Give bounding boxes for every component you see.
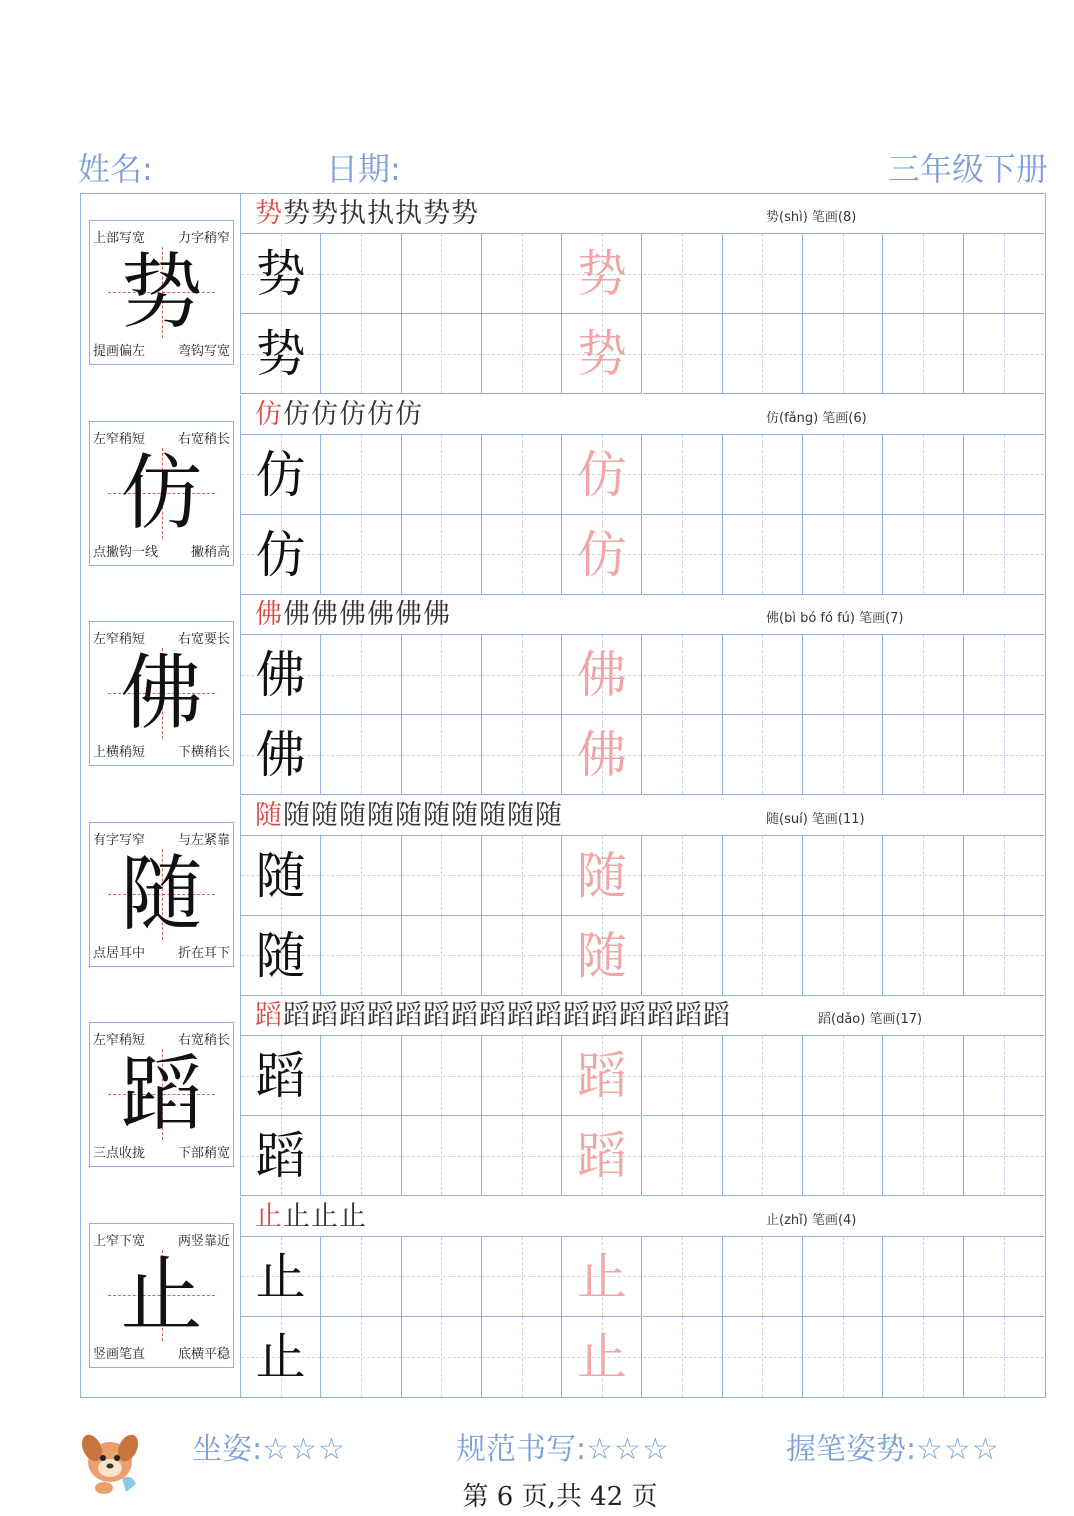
stroke-step: 蹈 [703,1000,731,1031]
sitting-posture-label: 坐姿: [192,1432,263,1467]
stroke-step: 仿 [283,398,311,430]
model-character: 蹈 [255,1047,306,1105]
practice-cell[interactable] [482,635,562,715]
pen-grip-stars: ☆☆☆ [916,1432,1000,1467]
stroke-step: 佛 [255,599,283,630]
stroke-step: 仿 [255,398,283,430]
practice-cell[interactable] [241,515,321,595]
practice-cell[interactable] [402,515,482,595]
page-number: 第 6 页,共 42 页 [462,1482,658,1512]
sitting-posture-rating [192,1424,346,1468]
practice-cell[interactable] [964,314,1044,394]
stroke-order [255,597,451,633]
practice-cell[interactable] [964,515,1044,595]
practice-cell[interactable] [482,515,562,595]
practice-cell[interactable] [562,715,642,795]
practice-grid [241,635,1044,795]
writing-tip: 点撇钩一线 [93,544,159,560]
practice-cell[interactable] [643,836,723,916]
practice-cell[interactable] [321,916,401,996]
practice-cell[interactable] [643,515,723,595]
practice-cell[interactable] [482,314,562,394]
practice-grid [241,234,1044,394]
stroke-order [255,196,479,232]
practice-cell[interactable] [482,1317,562,1397]
guide-character: 随 [120,846,203,942]
stroke-step: 随 [283,799,311,831]
practice-cell[interactable] [321,1116,401,1196]
practice-cell[interactable] [883,314,963,394]
stroke-step: 蹈 [591,1000,619,1031]
practice-cell[interactable] [241,435,321,515]
practice-cell[interactable] [241,1317,321,1397]
character-info: 仿(fǎng) 笔画(6) [766,410,867,426]
writing-tip: 折在耳下 [177,945,230,961]
practice-cell[interactable] [723,314,803,394]
practice-cell[interactable] [562,1317,642,1397]
stroke-step: 蹈 [675,1000,703,1031]
stroke-step: 随 [535,799,563,831]
guide-box [89,1223,234,1368]
model-character: 止 [255,1247,306,1306]
stroke-step: 随 [395,799,423,831]
trace-character: 随 [576,926,627,985]
practice-cell[interactable] [883,635,963,715]
model-character: 仿 [255,525,306,584]
practice-cell[interactable] [723,1116,803,1196]
trace-character: 止 [576,1327,627,1386]
practice-cell[interactable] [321,314,401,394]
model-character: 随 [255,846,306,905]
stroke-step: 仿 [367,398,395,430]
standard-writing-rating [456,1424,670,1468]
writing-tip: 弯钩写宽 [177,344,230,359]
stroke-step: 佛 [283,599,311,630]
trace-character: 蹈 [576,1047,627,1105]
practice-cell[interactable] [482,435,562,515]
character-info: 佛(bì bó fó fú) 笔画(7) [766,611,904,626]
practice-cell[interactable] [241,916,321,996]
practice-cell[interactable] [964,1036,1044,1116]
standard-writing-stars: ☆☆☆ [586,1432,670,1467]
practice-cell[interactable] [402,836,482,916]
practice-sheet [80,193,1046,1398]
practice-cell[interactable] [723,234,803,314]
practice-cell[interactable] [803,1317,883,1397]
stroke-step: 蹈 [647,1000,675,1031]
practice-cell[interactable] [402,435,482,515]
practice-cell[interactable] [803,234,883,314]
model-character: 佛 [255,726,306,784]
stroke-step: 蹈 [479,1000,507,1031]
writing-tip: 左窄稍短 [93,431,146,447]
writing-tip: 上部写宽 [93,231,146,246]
practice-cell[interactable] [321,635,401,715]
guide-box [89,421,234,566]
writing-tip: 两竖靠近 [177,1233,230,1249]
stroke-order [255,998,731,1034]
writing-tip: 提画偏左 [93,344,146,359]
practice-cell[interactable] [723,635,803,715]
guide-character: 仿 [120,445,203,541]
practice-cell[interactable] [402,916,482,996]
pen-grip-label: 握笔姿势: [786,1432,917,1467]
pen-grip-rating [786,1424,1000,1468]
stroke-step: 仿 [395,398,423,430]
character-guide [81,996,241,1196]
stroke-step: 蹈 [619,1000,647,1031]
practice-cell[interactable] [562,234,642,314]
model-character: 蹈 [255,1127,306,1185]
guide-character: 势 [120,245,203,340]
writing-tip: 左窄稍短 [93,632,146,647]
practice-cell[interactable] [723,836,803,916]
practice-cell[interactable] [723,1317,803,1397]
practice-cell[interactable] [482,715,562,795]
stroke-order [255,397,423,433]
practice-cell[interactable] [643,715,723,795]
practice-cell[interactable] [562,1036,642,1116]
practice-cell[interactable] [643,635,723,715]
standard-writing-label: 规范书写: [456,1432,587,1467]
practice-cell[interactable] [402,314,482,394]
stroke-step: 蹈 [395,1000,423,1031]
writing-tip: 撇稍高 [190,544,230,560]
stroke-step: 随 [423,799,451,831]
stroke-step: 蹈 [507,1000,535,1031]
practice-cell[interactable] [883,1237,963,1317]
practice-cell[interactable] [241,836,321,916]
practice-cell[interactable] [321,234,401,314]
sitting-posture-stars: ☆☆☆ [262,1432,346,1467]
stroke-order-row [241,796,1044,836]
stroke-step: 势 [423,198,451,229]
page-header [78,140,1048,192]
practice-cell[interactable] [482,1116,562,1196]
practice-cell[interactable] [321,836,401,916]
practice-cell[interactable] [562,836,642,916]
stroke-step: 蹈 [423,1000,451,1031]
character-info: 止(zhǐ) 笔画(4) [766,1212,857,1228]
stroke-step: 佛 [339,599,367,630]
practice-cell[interactable] [723,1237,803,1317]
character-block [81,796,1044,996]
writing-tip: 下横稍长 [177,745,230,760]
stroke-step: 随 [451,799,479,831]
stroke-step: 随 [479,799,507,831]
practice-cell[interactable] [883,916,963,996]
practice-cell[interactable] [803,836,883,916]
practice-cell[interactable] [803,1116,883,1196]
practice-cell[interactable] [964,635,1044,715]
date-label: 日期: [326,150,401,188]
writing-tip: 右宽稍长 [177,1033,230,1048]
practice-cell[interactable] [883,515,963,595]
writing-tip: 右宽稍长 [177,431,230,447]
practice-cell[interactable] [402,1317,482,1397]
stroke-step: 蹈 [283,1000,311,1031]
stroke-order-row [241,395,1044,435]
stroke-step: 随 [255,799,283,831]
practice-cell[interactable] [643,1036,723,1116]
trace-character: 势 [576,325,627,383]
practice-cell[interactable] [723,916,803,996]
writing-tip: 力字稍窄 [177,231,230,246]
practice-cell[interactable] [803,435,883,515]
practice-cell[interactable] [803,1036,883,1116]
practice-cell[interactable] [964,435,1044,515]
character-info: 蹈(dǎo) 笔画(17) [818,1012,923,1027]
guide-box [89,220,234,365]
practice-cell[interactable] [562,435,642,515]
stroke-step: 势 [311,198,339,229]
name-label: 姓名: [78,150,153,188]
practice-cell[interactable] [964,836,1044,916]
practice-cell[interactable] [562,1116,642,1196]
writing-tip: 与左紧靠 [177,832,230,848]
practice-cell[interactable] [883,234,963,314]
writing-tip: 有字写窄 [93,832,146,848]
practice-cell[interactable] [643,314,723,394]
practice-cell[interactable] [643,1237,723,1317]
writing-tip: 右宽要长 [177,632,230,647]
practice-cell[interactable] [482,234,562,314]
practice-cell[interactable] [803,715,883,795]
character-guide [81,796,241,996]
practice-cell[interactable] [723,515,803,595]
practice-cell[interactable] [964,1317,1044,1397]
practice-grid [241,435,1044,595]
practice-cell[interactable] [402,1237,482,1317]
trace-character: 仿 [576,525,627,584]
guide-character: 止 [120,1247,203,1343]
stroke-step: 仿 [311,398,339,430]
practice-cell[interactable] [883,1036,963,1116]
practice-cell[interactable] [964,715,1044,795]
stroke-step: 随 [507,799,535,831]
character-info: 随(suí) 笔画(11) [766,811,865,827]
practice-cell[interactable] [321,1317,401,1397]
model-character: 止 [255,1327,306,1386]
trace-character: 随 [576,846,627,905]
trace-character: 蹈 [576,1127,627,1185]
model-character: 仿 [255,445,306,504]
stroke-step: 随 [311,799,339,831]
stroke-step: 佛 [423,599,451,630]
writing-tip: 底横平稳 [177,1346,230,1362]
writing-tip: 点居耳中 [93,945,146,961]
stroke-step: 止 [283,1200,311,1232]
practice-cell[interactable] [402,715,482,795]
practice-cell[interactable] [482,916,562,996]
practice-cell[interactable] [803,916,883,996]
character-block [81,194,1044,394]
practice-cell[interactable] [402,1036,482,1116]
stroke-order-row [241,1197,1044,1237]
practice-cell[interactable] [723,1036,803,1116]
practice-cell[interactable] [241,715,321,795]
practice-cell[interactable] [321,1036,401,1116]
practice-cell[interactable] [562,1237,642,1317]
stroke-step: 止 [255,1200,283,1232]
writing-tip: 下部稍宽 [177,1146,230,1161]
practice-cell[interactable] [883,1317,963,1397]
practice-cell[interactable] [964,916,1044,996]
guide-box [89,1022,234,1167]
grade-label: 三年级下册 [887,150,1048,188]
practice-cell[interactable] [643,234,723,314]
practice-cell[interactable] [241,1237,321,1317]
practice-cell[interactable] [321,515,401,595]
stroke-step: 佛 [395,599,423,630]
stroke-order [255,1199,367,1235]
character-guide [81,1197,241,1397]
stroke-order [255,798,563,834]
practice-cell[interactable] [803,1237,883,1317]
stroke-step: 蹈 [339,1000,367,1031]
stroke-step: 执 [367,198,395,229]
model-character: 势 [255,325,306,383]
stroke-step: 蹈 [535,1000,563,1031]
stroke-step: 势 [451,198,479,229]
practice-cell[interactable] [241,1036,321,1116]
trace-character: 止 [576,1247,627,1306]
stroke-step: 势 [255,198,283,229]
practice-cell[interactable] [402,234,482,314]
writing-tip: 三点收拢 [93,1146,146,1161]
practice-cell[interactable] [562,314,642,394]
practice-cell[interactable] [482,836,562,916]
guide-character: 佛 [120,646,203,741]
practice-grid [241,1036,1044,1196]
stroke-step: 止 [311,1200,339,1232]
stroke-step: 执 [339,198,367,229]
practice-cell[interactable] [241,1116,321,1196]
practice-cell[interactable] [883,435,963,515]
writing-tip: 上横稍短 [93,745,146,760]
character-block [81,595,1044,795]
practice-cell[interactable] [402,1116,482,1196]
stroke-step: 蹈 [255,1000,283,1031]
practice-cell[interactable] [883,1116,963,1196]
stroke-step: 蹈 [451,1000,479,1031]
trace-character: 佛 [576,726,627,784]
practice-cell[interactable] [964,1116,1044,1196]
practice-cell[interactable] [241,314,321,394]
guide-box [89,621,234,766]
character-info: 势(shì) 笔画(8) [766,210,857,225]
character-guide [81,194,241,394]
practice-cell[interactable] [562,916,642,996]
practice-cell[interactable] [723,715,803,795]
trace-character: 势 [576,245,627,303]
practice-grid [241,1237,1044,1397]
writing-tip: 竖画笔直 [93,1346,146,1362]
stroke-step: 蹈 [311,1000,339,1031]
character-guide [81,595,241,795]
model-character: 随 [255,926,306,985]
practice-grid [241,836,1044,996]
practice-cell[interactable] [402,635,482,715]
character-block [81,395,1044,595]
stroke-order-row [241,194,1044,234]
model-character: 佛 [255,646,306,704]
practice-cell[interactable] [482,1237,562,1317]
practice-cell[interactable] [883,836,963,916]
writing-tip: 上窄下宽 [93,1233,146,1249]
stroke-step: 止 [339,1200,367,1232]
practice-cell[interactable] [562,515,642,595]
practice-cell[interactable] [241,234,321,314]
character-block [81,996,1044,1196]
practice-cell[interactable] [321,715,401,795]
practice-cell[interactable] [321,1237,401,1317]
stroke-step: 势 [283,198,311,229]
writing-tip: 左窄稍短 [93,1033,146,1048]
character-guide [81,395,241,595]
stroke-step: 蹈 [563,1000,591,1031]
character-block [81,1197,1044,1397]
page-footer [70,1410,1050,1516]
stroke-step: 执 [395,198,423,229]
trace-character: 佛 [576,646,627,704]
practice-cell[interactable] [883,715,963,795]
stroke-step: 佛 [367,599,395,630]
practice-cell[interactable] [964,234,1044,314]
practice-cell[interactable] [321,435,401,515]
trace-character: 仿 [576,445,627,504]
stroke-order-row [241,996,1044,1036]
stroke-step: 蹈 [367,1000,395,1031]
practice-cell[interactable] [482,1036,562,1116]
stroke-step: 随 [339,799,367,831]
stroke-step: 佛 [311,599,339,630]
guide-character: 蹈 [120,1047,203,1142]
practice-cell[interactable] [643,916,723,996]
practice-cell[interactable] [723,435,803,515]
guide-box [89,822,234,967]
practice-cell[interactable] [643,435,723,515]
model-character: 势 [255,245,306,303]
practice-cell[interactable] [803,635,883,715]
practice-cell[interactable] [643,1116,723,1196]
practice-cell[interactable] [643,1317,723,1397]
practice-cell[interactable] [241,635,321,715]
stroke-step: 仿 [339,398,367,430]
practice-cell[interactable] [803,515,883,595]
stroke-order-row [241,595,1044,635]
stroke-step: 随 [367,799,395,831]
practice-cell[interactable] [803,314,883,394]
practice-cell[interactable] [562,635,642,715]
practice-cell[interactable] [964,1237,1044,1317]
